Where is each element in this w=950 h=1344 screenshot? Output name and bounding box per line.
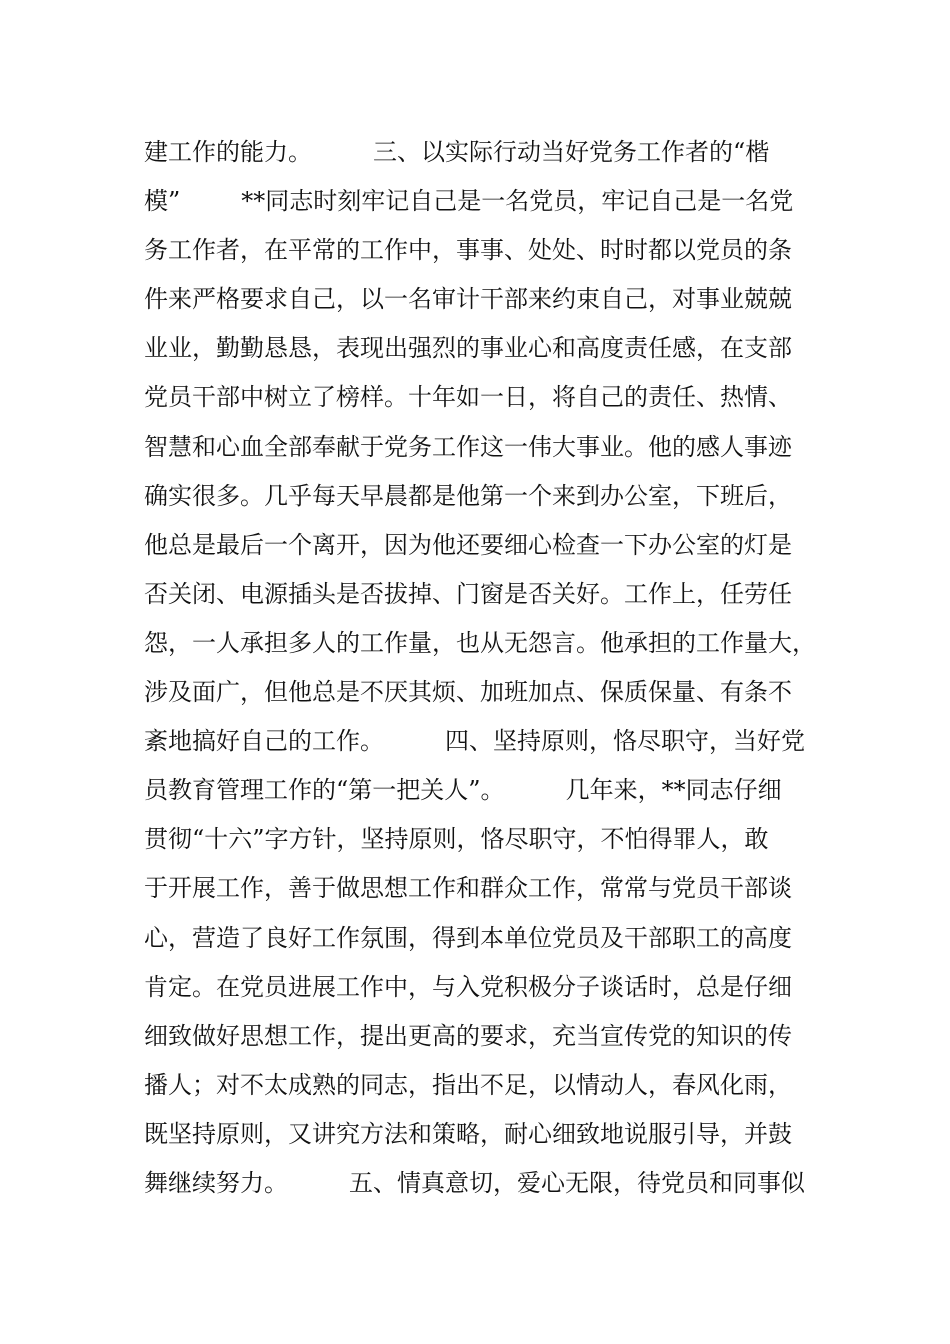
text-line: 肯定。在党员进展工作中，与入党积极分子谈话时，总是仔细	[144, 972, 792, 1001]
text-line: 贯彻“十六”字方针，坚持原则，恪尽职守，不怕得罪人，敢	[144, 825, 769, 854]
text-line: 既坚持原则，又讲究方法和策略，耐心细致地说服引导，并鼓	[144, 1119, 792, 1148]
text-line: 细致做好思想工作，提出更高的要求，充当宣传党的知识的传	[144, 1021, 792, 1050]
text-line: 业业，勤勤恳恳，表现出强烈的事业心和高度责任感，在支部	[144, 334, 792, 363]
text-line: 件来严格要求自己，以一名审计干部来约束自己，对事业兢兢	[144, 285, 792, 314]
body-text	[144, 128, 834, 1208]
text-line: 他总是最后一个离开，因为他还要细心检查一下办公室的灯是	[144, 530, 792, 559]
text-line: 模” **同志时刻牢记自己是一名党员，牢记自己是一名党	[144, 187, 794, 216]
text-line: 舞继续努力。 五、情真意切，爱心无限，待党员和同事似	[144, 1168, 806, 1197]
text-line: 怨，一人承担多人的工作量，也从无怨言。他承担的工作量大，	[144, 628, 816, 657]
text-line: 建工作的能力。 三、以实际行动当好党务工作者的“楷	[144, 138, 770, 166]
text-line: 确实很多。几乎每天早晨都是他第一个来到办公室，下班后，	[144, 481, 792, 510]
text-line: 否关闭、电源插头是否拔掉、门窗是否关好。工作上，任劳任	[144, 579, 792, 608]
text-line: 智慧和心血全部奉献于党务工作这一伟大事业。他的感人事迹	[144, 432, 792, 461]
text-line: 于开展工作，善于做思想工作和群众工作，常常与党员干部谈	[144, 874, 792, 903]
text-line: 紊地搞好自己的工作。 四、坚持原则，恪尽职守，当好党	[144, 727, 806, 756]
text-line: 员教育管理工作的“第一把关人”。 几年来，**同志仔细	[144, 776, 782, 805]
text-line: 涉及面广，但他总是不厌其烦、加班加点、保质保量、有条不	[144, 678, 792, 707]
text-line: 播人；对不太成熟的同志，指出不足，以情动人，春风化雨，	[144, 1070, 792, 1099]
text-line: 党员干部中树立了榜样。十年如一日，将自己的责任、热情、	[144, 383, 792, 412]
text-line: 心，营造了良好工作氛围，得到本单位党员及干部职工的高度	[144, 923, 792, 952]
text-line: 务工作者，在平常的工作中，事事、处处、时时都以党员的条	[144, 236, 792, 265]
